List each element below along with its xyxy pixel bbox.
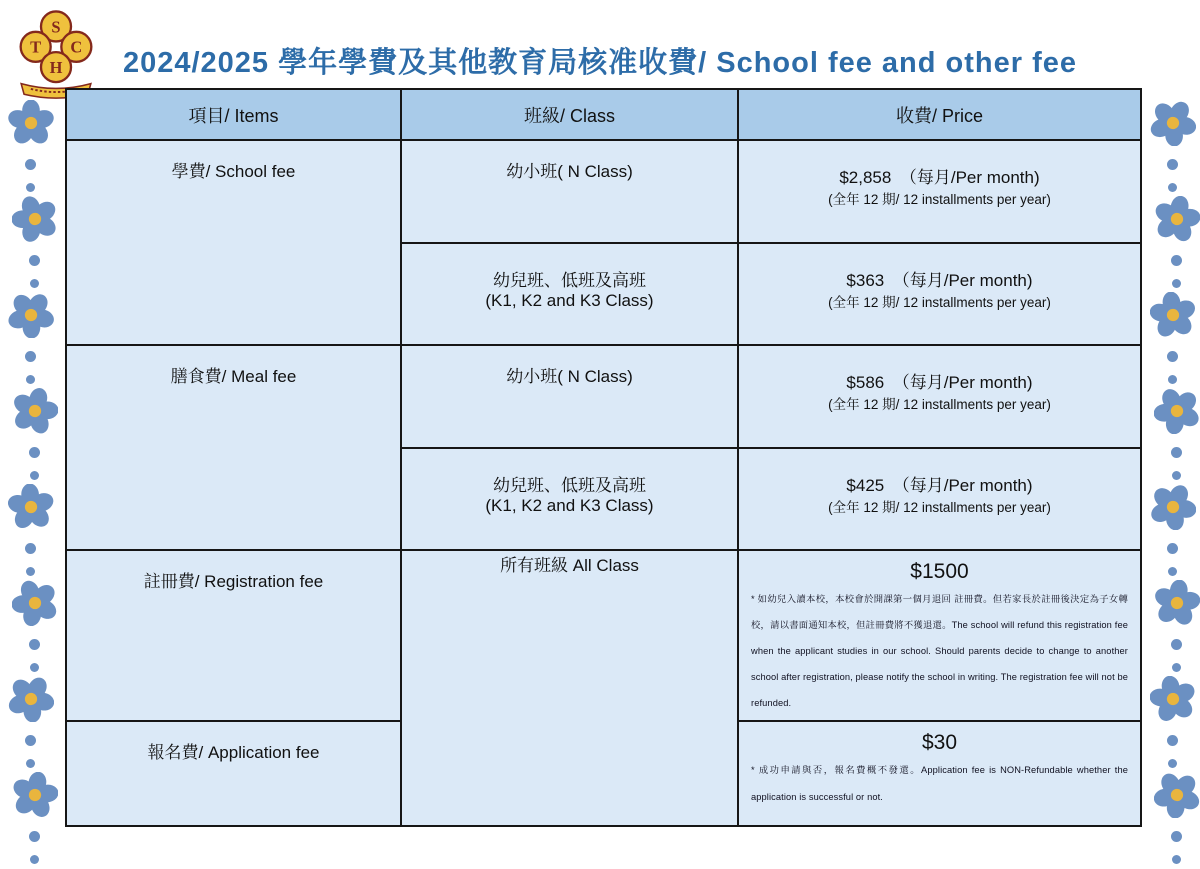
page-title: 2024/2025 學年學費及其他教育局核准收費/ School fee and other fee xyxy=(122,47,1078,79)
class-label-line1: 幼兒班、低班及高班 xyxy=(493,476,646,495)
price-cell-meal-fee-n xyxy=(738,345,1141,448)
class-cell-meal-fee-n xyxy=(401,345,738,448)
left-flower-border xyxy=(6,0,61,848)
price-amount: $30 xyxy=(921,731,958,754)
dot-icon xyxy=(1172,663,1181,672)
item-cell-school-fee xyxy=(66,140,401,345)
item-label: 膳食費/ Meal fee xyxy=(170,367,297,386)
right-flower-border xyxy=(1146,0,1198,848)
flower-icon xyxy=(8,100,54,146)
price-installments: (全年 12 期/ 12 installments per year) xyxy=(828,397,1051,412)
price-installments: (全年 12 期/ 12 installments per year) xyxy=(828,295,1051,310)
dot-icon xyxy=(29,447,40,458)
dot-icon xyxy=(1168,567,1177,576)
dot-icon xyxy=(1171,831,1182,842)
dot-icon xyxy=(25,543,36,554)
flower-icon xyxy=(1154,388,1200,434)
class-cell-school-fee-k xyxy=(401,243,738,345)
class-label-line1: 幼兒班、低班及高班 xyxy=(493,271,646,290)
price-installments: (全年 12 期/ 12 installments per year) xyxy=(828,192,1051,207)
item-label: 學費/ School fee xyxy=(171,162,296,181)
class-label: 幼小班( N Class) xyxy=(506,162,633,181)
price-cell-meal-fee-k xyxy=(738,448,1141,550)
item-label: 註冊費/ Registration fee xyxy=(143,572,324,591)
class-label-line2: (K1, K2 and K3 Class) xyxy=(485,496,654,515)
header-cell-price: 收費/ Price xyxy=(738,89,1141,140)
item-cell-meal-fee xyxy=(66,345,401,550)
price-amount: $425 （每月/Per month) xyxy=(846,476,1033,495)
dot-icon xyxy=(26,759,35,768)
flower-icon xyxy=(12,580,58,626)
dot-icon xyxy=(1167,543,1178,554)
flower-icon xyxy=(12,772,58,818)
dot-icon xyxy=(1171,447,1182,458)
dot-icon xyxy=(1171,639,1182,650)
logo-letter-right: C xyxy=(70,37,83,57)
table-row xyxy=(66,550,1141,721)
price-cell-application-fee xyxy=(738,721,1141,826)
dot-icon xyxy=(1167,351,1178,362)
dot-icon xyxy=(29,639,40,650)
item-cell-application-fee xyxy=(66,721,401,826)
class-label: 幼小班( N Class) xyxy=(506,367,633,386)
dot-icon xyxy=(25,351,36,362)
flower-icon xyxy=(1154,772,1200,818)
dot-icon xyxy=(1167,735,1178,746)
class-cell-all-class xyxy=(401,550,738,826)
flower-icon xyxy=(1150,292,1196,338)
class-cell-school-fee-n xyxy=(401,140,738,243)
flower-icon xyxy=(1150,676,1196,722)
dot-icon xyxy=(26,375,35,384)
header-cell-items: 項目/ Items xyxy=(66,89,401,140)
flower-icon xyxy=(1150,100,1196,146)
dot-icon xyxy=(25,735,36,746)
dot-icon xyxy=(29,831,40,842)
item-cell-registration-fee xyxy=(66,550,401,721)
class-cell-meal-fee-k xyxy=(401,448,738,550)
logo-letter-top: S xyxy=(51,17,61,37)
class-label: 所有班級 All Class xyxy=(500,556,639,575)
table-row xyxy=(66,140,1141,243)
fee-table xyxy=(65,88,1140,827)
dot-icon xyxy=(30,471,39,480)
price-amount: $363 （每月/Per month) xyxy=(846,271,1033,290)
flower-icon xyxy=(8,484,54,530)
flower-icon xyxy=(8,676,54,722)
dot-icon xyxy=(30,855,39,864)
price-cell-registration-fee xyxy=(738,550,1141,721)
flower-icon xyxy=(12,388,58,434)
flower-icon xyxy=(12,196,58,242)
logo-letter-bottom: H xyxy=(49,57,63,77)
table-row xyxy=(66,345,1141,448)
dot-icon xyxy=(1172,471,1181,480)
dot-icon xyxy=(26,567,35,576)
logo-letter-left: T xyxy=(30,37,42,57)
flower-icon xyxy=(8,292,54,338)
item-label: 報名費/ Application fee xyxy=(147,743,320,762)
dot-icon xyxy=(1171,255,1182,266)
price-amount: $2,858 （每月/Per month) xyxy=(839,168,1040,187)
dot-icon xyxy=(30,279,39,288)
class-label-line2: (K1, K2 and K3 Class) xyxy=(485,291,654,310)
dot-icon xyxy=(1172,279,1181,288)
price-amount: $586 （每月/Per month) xyxy=(846,373,1033,392)
price-cell-school-fee-n xyxy=(738,140,1141,243)
application-fee-note: * 成功申請與否，報名費概不發還。Application fee is NON-Refundable whether the application is successful or not. xyxy=(751,765,1128,802)
price-amount: $1500 xyxy=(910,560,969,583)
dot-icon xyxy=(26,183,35,192)
dot-icon xyxy=(1168,759,1177,768)
dot-icon xyxy=(1168,183,1177,192)
dot-icon xyxy=(30,663,39,672)
dot-icon xyxy=(1167,159,1178,170)
registration-fee-note: * 如幼兒入讀本校，本校會於開課第一個月退回 註冊費。但若家長於註冊後決定為子女轉校，請以書面通知本校，但註冊費將不獲退還。The school will refund this registration fee when the applicant studies in our school. Should parents decide to change to another school after registration, please notify the school in writing. The registration fee will not be refunded. xyxy=(751,594,1128,708)
table-header-row xyxy=(66,89,1141,140)
dot-icon xyxy=(29,255,40,266)
flower-icon xyxy=(1154,196,1200,242)
dot-icon xyxy=(25,159,36,170)
flower-icon xyxy=(1154,580,1200,626)
flower-icon xyxy=(1150,484,1196,530)
dot-icon xyxy=(1172,855,1181,864)
price-cell-school-fee-k xyxy=(738,243,1141,345)
price-installments: (全年 12 期/ 12 installments per year) xyxy=(828,500,1051,515)
header-cell-class: 班級/ Class xyxy=(401,89,738,140)
dot-icon xyxy=(1168,375,1177,384)
